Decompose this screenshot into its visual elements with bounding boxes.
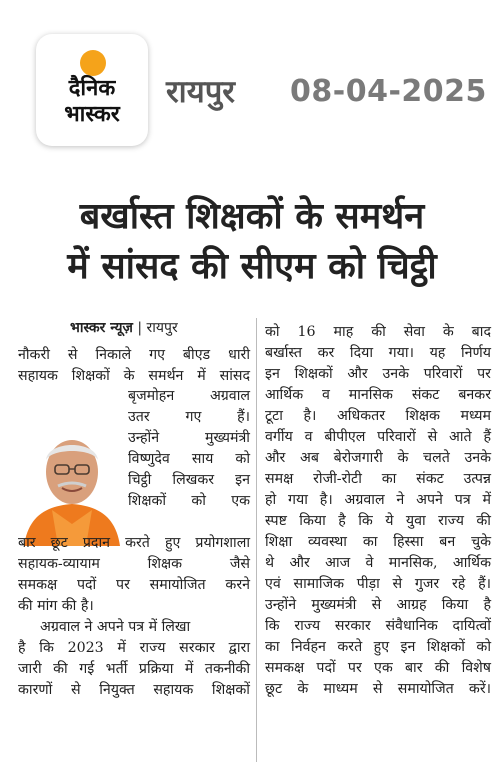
article-line: समकक्ष पदों पर एक बार की विशेष (265, 660, 491, 676)
article-line: शिक्षा व्यवस्था का हिस्सा बन चुके (265, 534, 491, 550)
article-col1-top (18, 345, 250, 387)
logo-word-2: भास्कर (64, 102, 120, 127)
article-line: समकक्ष पदों पर समायोजित करने (18, 577, 250, 593)
article-line: उतर गए हैं। (128, 409, 250, 425)
article-line: उन्होंने मुख्यमंत्री (128, 430, 250, 446)
article-line: विष्णुदेव साय को (128, 451, 250, 467)
article-line: हो गया है। अग्रवाल ने अपने पत्र में (265, 492, 491, 508)
dainik-bhaskar-logo (36, 34, 148, 146)
article-col2 (265, 322, 491, 700)
politician-photo (22, 420, 122, 546)
article-line: थे और आज वे मानसिक, आर्थिक (265, 555, 491, 571)
clipping-header (0, 0, 504, 170)
article-line: वर्गीय व बीपीएल परिवारों से आते हैं (265, 429, 491, 445)
article-line: टूटा है। अधिकतर शिक्षक मध्यम (265, 408, 491, 424)
article-line: है कि 2023 में राज्य सरकार द्वारा (18, 640, 250, 656)
article-line: उन्होंने मुख्यमंत्री से आग्रह किया है (265, 597, 491, 613)
edition-city: रायपुर (166, 74, 235, 110)
article-line: आर्थिक व मानसिक संकट बनकर (265, 387, 491, 403)
portrait-image (22, 420, 122, 546)
article-line: एवं सामाजिक पीड़ा से गुजर रहे हैं। (265, 576, 491, 592)
byline-place: रायपुर (146, 320, 178, 336)
article-line: कि राज्य सरकार संवैधानिक दायित्वों (265, 618, 491, 634)
article-line: छूट के माध्यम से समायोजित करें। (265, 681, 491, 697)
article-line: की मांग की है। (18, 598, 94, 614)
headline (0, 192, 504, 292)
column-divider (256, 318, 257, 762)
headline-line-1: बर्खास्त शिक्षकों के समर्थन (79, 196, 425, 237)
article-line: का निर्वहन करते हुए इन शिक्षकों को (265, 639, 491, 655)
article-line: सहायक शिक्षकों के समर्थन में सांसद (18, 368, 250, 384)
article-line: बार छूट प्रदान करते हुए प्रयोगशाला (18, 535, 250, 551)
article-line: बर्खास्त कर दिया गया। यह निर्णय (265, 345, 491, 361)
article-line: समक्ष रोजी-रोटी का संकट उत्पन्न (265, 471, 491, 487)
article-line: इन शिक्षकों और उनके परिवारों पर (265, 366, 491, 382)
article-line: को 16 माह की सेवा के बाद (265, 324, 491, 340)
logo-word-1: दैनिक (68, 76, 116, 101)
byline-source: भास्कर न्यूज़ (70, 320, 133, 336)
article-line: स्पष्ट किया है कि ये युवा राज्य की (265, 513, 491, 529)
article-col1-bottom (18, 533, 250, 701)
headline-line-2: में सांसद की सीएम को चिट्ठी (67, 246, 437, 287)
article-line: जारी की गई भर्ती प्रक्रिया में तकनीकी (18, 661, 250, 677)
article-line: कारणों से नियुक्त सहायक शिक्षकों (18, 682, 250, 698)
byline-separator: | (137, 320, 143, 336)
byline (70, 318, 178, 337)
article-line: अग्रवाल ने अपने पत्र में लिखा (40, 619, 191, 635)
article-line: बृजमोहन अग्रवाल (128, 388, 250, 404)
article-line: चिट्ठी लिखकर इन (128, 472, 250, 488)
article-line: सहायक-व्यायाम शिक्षक जैसे (18, 556, 250, 572)
article-line: और अब बेरोजगारी के चलते उनके (265, 450, 491, 466)
sun-logo-icon (80, 50, 106, 76)
edition-date: 08-04-2025 (290, 74, 487, 109)
article-line: नौकरी से निकाले गए बीएड धारी (18, 347, 250, 363)
article-line: शिक्षकों को एक (128, 493, 250, 509)
article-wrap-text (128, 386, 250, 512)
